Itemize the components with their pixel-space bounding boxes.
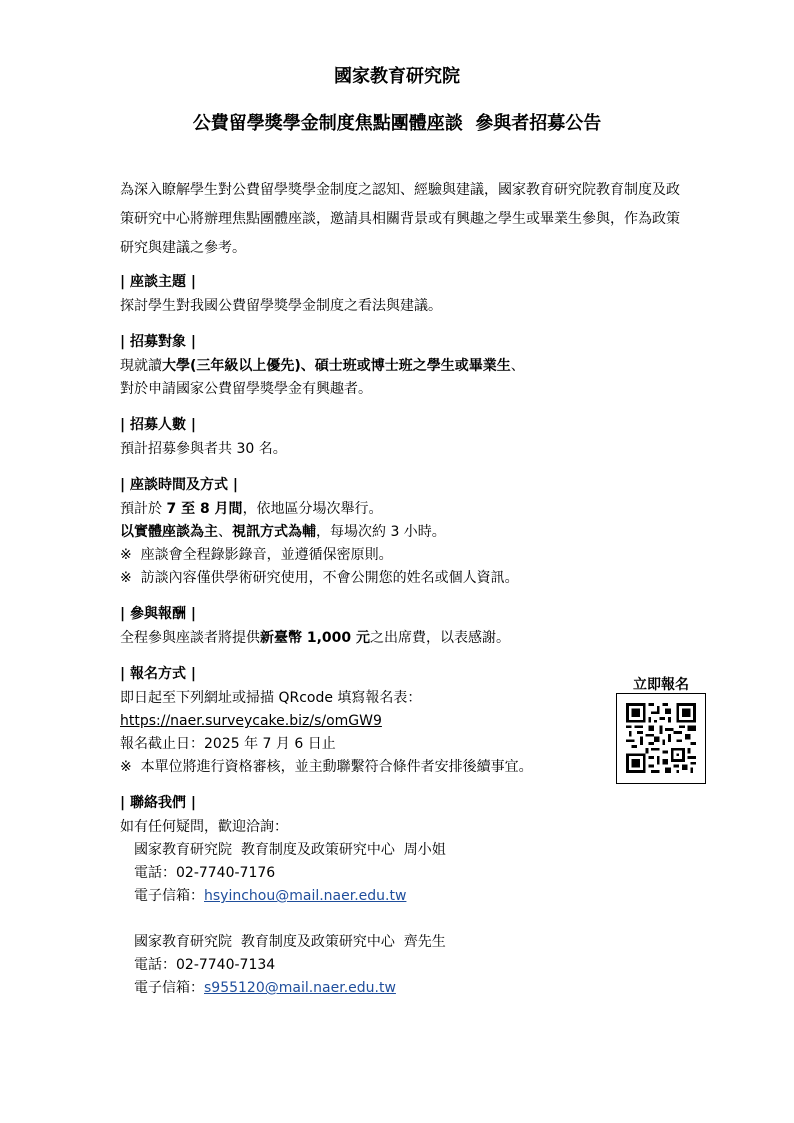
schedule-note-2: ※ 訪談內容僅供學術研究使用，不會公開您的姓名或個人資訊。 — [120, 570, 519, 586]
section-schedule — [120, 472, 600, 590]
registration-url-link[interactable]: https://naer.surveycake.biz/s/omGW9 — [120, 713, 382, 729]
contact-phone: 電話：02-7740-7176 — [134, 865, 276, 881]
registration-instructions: 即日起至下列網址或掃描 QRcode 填寫報名表： — [120, 690, 422, 706]
section-quota — [120, 412, 600, 461]
org-title: 國家教育研究院 — [334, 66, 460, 87]
email-link[interactable]: hsyinchou@mail.naer.edu.tw — [204, 888, 407, 904]
contact-intro: 如有任何疑問，歡迎洽詢： — [120, 819, 288, 835]
topic-text: 探討學生對我國公費留學獎學金制度之看法與建議。 — [120, 298, 442, 314]
contact-org: 國家教育研究院 教育制度及政策研究中心 周小姐 — [134, 842, 446, 858]
schedule-note-1: ※ 座談會全程錄影錄音，並遵循保密原則。 — [120, 547, 393, 563]
target-line-1: 現就讀大學(三年級以上優先)、碩士班或博士班之學生或畢業生、 — [120, 358, 525, 374]
section-target — [120, 329, 600, 401]
contact-phone: 電話：02-7740-7134 — [134, 957, 276, 973]
contact-email: 電子信箱：hsyinchou@mail.naer.edu.tw — [134, 888, 407, 904]
section-heading: | 招募對象 | — [120, 334, 196, 350]
qr-code-frame[interactable] — [616, 693, 706, 784]
contact-email: 電子信箱：s955120@mail.naer.edu.tw — [134, 980, 396, 996]
schedule-line-2: 以實體座談為主、視訊方式為輔，每場次約 3 小時。 — [120, 524, 446, 540]
section-contact — [120, 790, 600, 1000]
section-topic — [120, 269, 600, 318]
registration-deadline: 報名截止日：2025 年 7 月 6 日止 — [120, 736, 336, 752]
section-heading: | 聯絡我們 | — [120, 795, 196, 811]
announcement-title: 公費留學獎學金制度焦點團體座談 參與者招募公告 — [192, 113, 602, 134]
qr-code-icon[interactable] — [626, 703, 696, 773]
section-heading: | 招募人數 | — [120, 417, 196, 433]
registration-note: ※ 本單位將進行資格審核，並主動聯繫符合條件者安排後續事宜。 — [120, 759, 533, 775]
section-heading: | 座談主題 | — [120, 274, 196, 290]
content-body — [120, 269, 600, 1011]
section-registration — [120, 661, 600, 779]
schedule-line-1: 預計於 7 至 8 月間，依地區分場次舉行。 — [120, 501, 383, 517]
section-heading: | 報名方式 | — [120, 666, 196, 682]
section-heading: | 座談時間及方式 | — [120, 477, 238, 493]
contact-org: 國家教育研究院 教育制度及政策研究中心 齊先生 — [134, 934, 446, 950]
qr-label: 立即報名 — [633, 677, 689, 693]
section-reward — [120, 601, 600, 650]
reward-text: 全程參與座談者將提供新臺幣 1,000 元之出席費，以表感謝。 — [120, 630, 511, 646]
quota-text: 預計招募參與者共 30 名。 — [120, 441, 287, 457]
target-line-2: 對於申請國家公費留學獎學金有興趣者。 — [120, 381, 372, 397]
section-heading: | 參與報酬 | — [120, 606, 196, 622]
email-link[interactable]: s955120@mail.naer.edu.tw — [204, 980, 396, 996]
intro-paragraph: 為深入瞭解學生對公費留學獎學金制度之認知、經驗與建議，國家教育研究院教育制度及政策研究中心將辦理焦點團體座談，邀請具相關背景或有興趣之學生或畢業生參與，作為政策研究與建議之參考。 — [120, 182, 680, 256]
